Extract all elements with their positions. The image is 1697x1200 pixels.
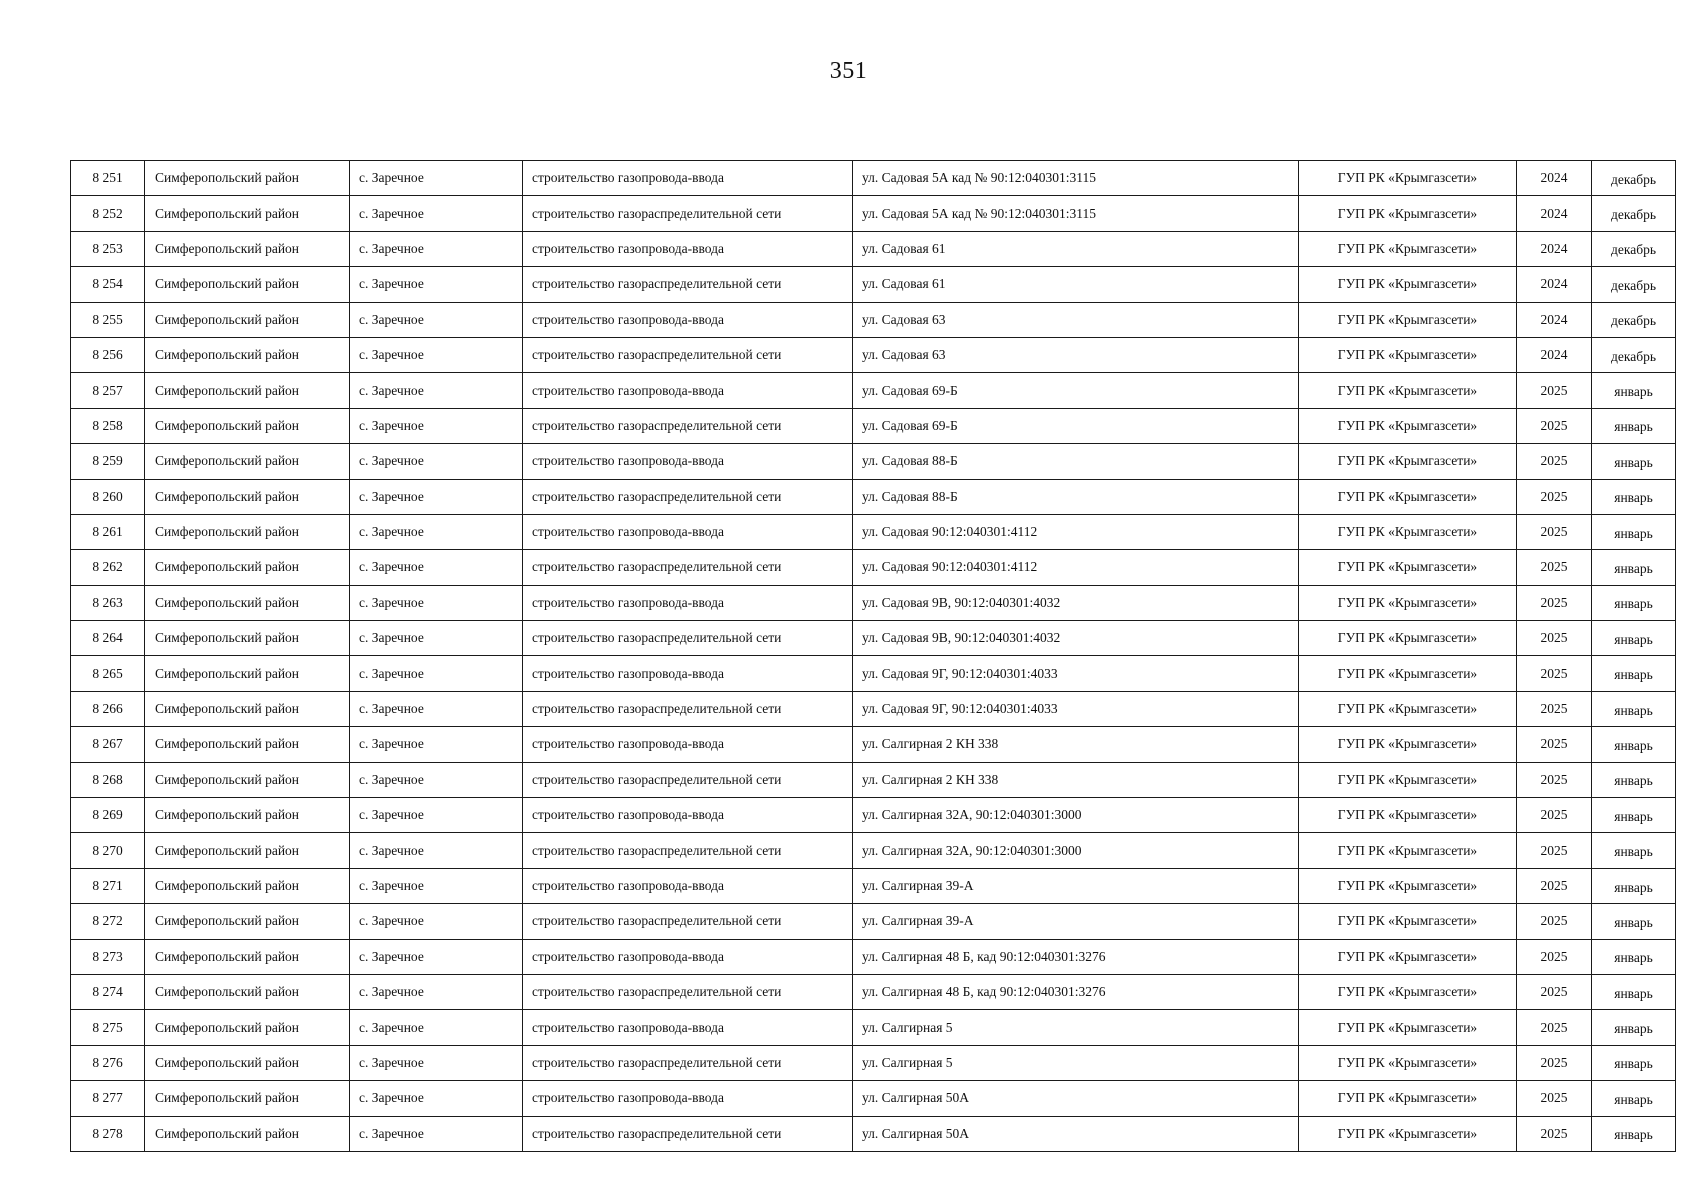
organization-cell: ГУП РК «Крымгазсети» xyxy=(1299,656,1517,691)
row-number: 8 268 xyxy=(71,762,145,797)
gas-works-table xyxy=(70,160,1676,1152)
row-number: 8 270 xyxy=(71,833,145,868)
settlement-cell: с. Заречное xyxy=(350,1010,523,1045)
month-cell: январь xyxy=(1592,1116,1676,1151)
address-cell: ул. Садовая 9В, 90:12:040301:4032 xyxy=(853,621,1299,656)
month-cell: январь xyxy=(1592,514,1676,549)
settlement-cell: с. Заречное xyxy=(350,974,523,1009)
organization-cell: ГУП РК «Крымгазсети» xyxy=(1299,868,1517,903)
work-type-cell: строительство газопровода-ввода xyxy=(523,868,853,903)
district-cell: Симферопольский район xyxy=(145,267,350,302)
table-row xyxy=(71,904,1676,939)
month-cell: январь xyxy=(1592,762,1676,797)
organization-cell: ГУП РК «Крымгазсети» xyxy=(1299,302,1517,337)
settlement-cell: с. Заречное xyxy=(350,231,523,266)
table-row xyxy=(71,939,1676,974)
organization-cell: ГУП РК «Крымгазсети» xyxy=(1299,337,1517,372)
organization-cell: ГУП РК «Крымгазсети» xyxy=(1299,514,1517,549)
row-number: 8 267 xyxy=(71,727,145,762)
work-type-cell: строительство газораспределительной сети xyxy=(523,337,853,372)
organization-cell: ГУП РК «Крымгазсети» xyxy=(1299,479,1517,514)
organization-cell: ГУП РК «Крымгазсети» xyxy=(1299,974,1517,1009)
month-cell: январь xyxy=(1592,939,1676,974)
row-number: 8 261 xyxy=(71,514,145,549)
organization-cell: ГУП РК «Крымгазсети» xyxy=(1299,939,1517,974)
month-cell: январь xyxy=(1592,479,1676,514)
settlement-cell: с. Заречное xyxy=(350,762,523,797)
organization-cell: ГУП РК «Крымгазсети» xyxy=(1299,585,1517,620)
table-row xyxy=(71,1045,1676,1080)
district-cell: Симферопольский район xyxy=(145,161,350,196)
address-cell: ул. Салгирная 5 xyxy=(853,1045,1299,1080)
year-cell: 2025 xyxy=(1517,479,1592,514)
year-cell: 2025 xyxy=(1517,974,1592,1009)
row-number: 8 276 xyxy=(71,1045,145,1080)
district-cell: Симферопольский район xyxy=(145,904,350,939)
work-type-cell: строительство газопровода-ввода xyxy=(523,798,853,833)
year-cell: 2025 xyxy=(1517,514,1592,549)
work-type-cell: строительство газораспределительной сети xyxy=(523,974,853,1009)
month-cell: декабрь xyxy=(1592,161,1676,196)
settlement-cell: с. Заречное xyxy=(350,868,523,903)
month-cell: январь xyxy=(1592,621,1676,656)
row-number: 8 269 xyxy=(71,798,145,833)
organization-cell: ГУП РК «Крымгазсети» xyxy=(1299,408,1517,443)
table-row xyxy=(71,798,1676,833)
district-cell: Симферопольский район xyxy=(145,1081,350,1116)
settlement-cell: с. Заречное xyxy=(350,373,523,408)
month-cell: январь xyxy=(1592,727,1676,762)
address-cell: ул. Салгирная 39-А xyxy=(853,868,1299,903)
table-row xyxy=(71,1116,1676,1151)
table-row xyxy=(71,1081,1676,1116)
district-cell: Симферопольский район xyxy=(145,762,350,797)
district-cell: Симферопольский район xyxy=(145,444,350,479)
work-type-cell: строительство газораспределительной сети xyxy=(523,479,853,514)
table-row xyxy=(71,444,1676,479)
work-type-cell: строительство газораспределительной сети xyxy=(523,408,853,443)
work-type-cell: строительство газопровода-ввода xyxy=(523,373,853,408)
year-cell: 2025 xyxy=(1517,833,1592,868)
organization-cell: ГУП РК «Крымгазсети» xyxy=(1299,1081,1517,1116)
district-cell: Симферопольский район xyxy=(145,196,350,231)
year-cell: 2025 xyxy=(1517,868,1592,903)
work-type-cell: строительство газопровода-ввода xyxy=(523,1081,853,1116)
table-row xyxy=(71,373,1676,408)
table-row xyxy=(71,302,1676,337)
table-row xyxy=(71,621,1676,656)
settlement-cell: с. Заречное xyxy=(350,514,523,549)
district-cell: Симферопольский район xyxy=(145,302,350,337)
month-cell: январь xyxy=(1592,798,1676,833)
row-number: 8 262 xyxy=(71,550,145,585)
row-number: 8 275 xyxy=(71,1010,145,1045)
row-number: 8 256 xyxy=(71,337,145,372)
table-row xyxy=(71,1010,1676,1045)
address-cell: ул. Садовая 61 xyxy=(853,231,1299,266)
month-cell: январь xyxy=(1592,1081,1676,1116)
work-type-cell: строительство газопровода-ввода xyxy=(523,161,853,196)
table-row xyxy=(71,231,1676,266)
year-cell: 2024 xyxy=(1517,231,1592,266)
table-row xyxy=(71,585,1676,620)
page-number: 351 xyxy=(829,58,868,84)
month-cell: январь xyxy=(1592,550,1676,585)
district-cell: Симферопольский район xyxy=(145,1010,350,1045)
row-number: 8 271 xyxy=(71,868,145,903)
row-number: 8 252 xyxy=(71,196,145,231)
month-cell: январь xyxy=(1592,974,1676,1009)
table-row xyxy=(71,656,1676,691)
work-type-cell: строительство газопровода-ввода xyxy=(523,302,853,337)
organization-cell: ГУП РК «Крымгазсети» xyxy=(1299,691,1517,726)
organization-cell: ГУП РК «Крымгазсети» xyxy=(1299,550,1517,585)
address-cell: ул. Садовая 9В, 90:12:040301:4032 xyxy=(853,585,1299,620)
month-cell: январь xyxy=(1592,656,1676,691)
year-cell: 2025 xyxy=(1517,1081,1592,1116)
work-type-cell: строительство газораспределительной сети xyxy=(523,762,853,797)
table-row xyxy=(71,408,1676,443)
row-number: 8 251 xyxy=(71,161,145,196)
month-cell: декабрь xyxy=(1592,337,1676,372)
address-cell: ул. Садовая 90:12:040301:4112 xyxy=(853,514,1299,549)
row-number: 8 263 xyxy=(71,585,145,620)
year-cell: 2025 xyxy=(1517,939,1592,974)
district-cell: Симферопольский район xyxy=(145,939,350,974)
district-cell: Симферопольский район xyxy=(145,974,350,1009)
table-body xyxy=(71,161,1676,1152)
work-type-cell: строительство газораспределительной сети xyxy=(523,1116,853,1151)
address-cell: ул. Салгирная 39-А xyxy=(853,904,1299,939)
organization-cell: ГУП РК «Крымгазсети» xyxy=(1299,727,1517,762)
work-type-cell: строительство газораспределительной сети xyxy=(523,267,853,302)
organization-cell: ГУП РК «Крымгазсети» xyxy=(1299,161,1517,196)
organization-cell: ГУП РК «Крымгазсети» xyxy=(1299,1010,1517,1045)
settlement-cell: с. Заречное xyxy=(350,337,523,372)
work-type-cell: строительство газораспределительной сети xyxy=(523,621,853,656)
row-number: 8 273 xyxy=(71,939,145,974)
table-row xyxy=(71,833,1676,868)
table-row xyxy=(71,337,1676,372)
district-cell: Симферопольский район xyxy=(145,337,350,372)
row-number: 8 274 xyxy=(71,974,145,1009)
settlement-cell: с. Заречное xyxy=(350,691,523,726)
row-number: 8 260 xyxy=(71,479,145,514)
month-cell: январь xyxy=(1592,868,1676,903)
table-row xyxy=(71,691,1676,726)
settlement-cell: с. Заречное xyxy=(350,621,523,656)
row-number: 8 253 xyxy=(71,231,145,266)
row-number: 8 258 xyxy=(71,408,145,443)
district-cell: Симферопольский район xyxy=(145,1116,350,1151)
settlement-cell: с. Заречное xyxy=(350,479,523,514)
month-cell: январь xyxy=(1592,904,1676,939)
district-cell: Симферопольский район xyxy=(145,408,350,443)
settlement-cell: с. Заречное xyxy=(350,161,523,196)
work-type-cell: строительство газораспределительной сети xyxy=(523,833,853,868)
row-number: 8 254 xyxy=(71,267,145,302)
year-cell: 2025 xyxy=(1517,727,1592,762)
district-cell: Симферопольский район xyxy=(145,231,350,266)
work-type-cell: строительство газораспределительной сети xyxy=(523,550,853,585)
organization-cell: ГУП РК «Крымгазсети» xyxy=(1299,196,1517,231)
settlement-cell: с. Заречное xyxy=(350,727,523,762)
table-row xyxy=(71,762,1676,797)
settlement-cell: с. Заречное xyxy=(350,798,523,833)
row-number: 8 265 xyxy=(71,656,145,691)
settlement-cell: с. Заречное xyxy=(350,1045,523,1080)
row-number: 8 259 xyxy=(71,444,145,479)
work-type-cell: строительство газопровода-ввода xyxy=(523,231,853,266)
month-cell: январь xyxy=(1592,373,1676,408)
address-cell: ул. Салгирная 5 xyxy=(853,1010,1299,1045)
month-cell: январь xyxy=(1592,691,1676,726)
address-cell: ул. Садовая 69-Б xyxy=(853,373,1299,408)
address-cell: ул. Салгирная 32А, 90:12:040301:3000 xyxy=(853,833,1299,868)
month-cell: декабрь xyxy=(1592,302,1676,337)
settlement-cell: с. Заречное xyxy=(350,939,523,974)
district-cell: Симферопольский район xyxy=(145,585,350,620)
year-cell: 2025 xyxy=(1517,585,1592,620)
district-cell: Симферопольский район xyxy=(145,550,350,585)
year-cell: 2025 xyxy=(1517,1010,1592,1045)
district-cell: Симферопольский район xyxy=(145,727,350,762)
address-cell: ул. Садовая 5А кад № 90:12:040301:3115 xyxy=(853,161,1299,196)
address-cell: ул. Садовая 9Г, 90:12:040301:4033 xyxy=(853,656,1299,691)
district-cell: Симферопольский район xyxy=(145,1045,350,1080)
table-row xyxy=(71,727,1676,762)
month-cell: январь xyxy=(1592,833,1676,868)
district-cell: Симферопольский район xyxy=(145,656,350,691)
address-cell: ул. Салгирная 50А xyxy=(853,1081,1299,1116)
row-number: 8 278 xyxy=(71,1116,145,1151)
settlement-cell: с. Заречное xyxy=(350,302,523,337)
settlement-cell: с. Заречное xyxy=(350,1116,523,1151)
year-cell: 2025 xyxy=(1517,444,1592,479)
table-row xyxy=(71,868,1676,903)
district-cell: Симферопольский район xyxy=(145,621,350,656)
work-type-cell: строительство газораспределительной сети xyxy=(523,904,853,939)
table-row xyxy=(71,196,1676,231)
month-cell: январь xyxy=(1592,585,1676,620)
address-cell: ул. Садовая 5А кад № 90:12:040301:3115 xyxy=(853,196,1299,231)
address-cell: ул. Садовая 61 xyxy=(853,267,1299,302)
settlement-cell: с. Заречное xyxy=(350,585,523,620)
year-cell: 2025 xyxy=(1517,656,1592,691)
work-type-cell: строительство газопровода-ввода xyxy=(523,585,853,620)
year-cell: 2025 xyxy=(1517,550,1592,585)
work-type-cell: строительство газопровода-ввода xyxy=(523,727,853,762)
address-cell: ул. Садовая 9Г, 90:12:040301:4033 xyxy=(853,691,1299,726)
work-type-cell: строительство газопровода-ввода xyxy=(523,939,853,974)
work-type-cell: строительство газопровода-ввода xyxy=(523,1010,853,1045)
district-cell: Симферопольский район xyxy=(145,868,350,903)
address-cell: ул. Салгирная 50А xyxy=(853,1116,1299,1151)
settlement-cell: с. Заречное xyxy=(350,196,523,231)
row-number: 8 277 xyxy=(71,1081,145,1116)
address-cell: ул. Садовая 88-Б xyxy=(853,444,1299,479)
address-cell: ул. Садовая 90:12:040301:4112 xyxy=(853,550,1299,585)
organization-cell: ГУП РК «Крымгазсети» xyxy=(1299,762,1517,797)
year-cell: 2025 xyxy=(1517,373,1592,408)
organization-cell: ГУП РК «Крымгазсети» xyxy=(1299,904,1517,939)
address-cell: ул. Салгирная 2 КН 338 xyxy=(853,762,1299,797)
table-row xyxy=(71,161,1676,196)
year-cell: 2025 xyxy=(1517,1116,1592,1151)
district-cell: Симферопольский район xyxy=(145,479,350,514)
year-cell: 2024 xyxy=(1517,337,1592,372)
organization-cell: ГУП РК «Крымгазсети» xyxy=(1299,444,1517,479)
organization-cell: ГУП РК «Крымгазсети» xyxy=(1299,833,1517,868)
address-cell: ул. Садовая 69-Б xyxy=(853,408,1299,443)
work-type-cell: строительство газораспределительной сети xyxy=(523,1045,853,1080)
month-cell: январь xyxy=(1592,444,1676,479)
row-number: 8 272 xyxy=(71,904,145,939)
year-cell: 2025 xyxy=(1517,798,1592,833)
district-cell: Симферопольский район xyxy=(145,514,350,549)
address-cell: ул. Салгирная 2 КН 338 xyxy=(853,727,1299,762)
year-cell: 2025 xyxy=(1517,1045,1592,1080)
table-row xyxy=(71,514,1676,549)
organization-cell: ГУП РК «Крымгазсети» xyxy=(1299,267,1517,302)
district-cell: Симферопольский район xyxy=(145,373,350,408)
work-type-cell: строительство газораспределительной сети xyxy=(523,691,853,726)
row-number: 8 266 xyxy=(71,691,145,726)
settlement-cell: с. Заречное xyxy=(350,444,523,479)
work-type-cell: строительство газопровода-ввода xyxy=(523,444,853,479)
organization-cell: ГУП РК «Крымгазсети» xyxy=(1299,1045,1517,1080)
settlement-cell: с. Заречное xyxy=(350,267,523,302)
settlement-cell: с. Заречное xyxy=(350,656,523,691)
settlement-cell: с. Заречное xyxy=(350,1081,523,1116)
year-cell: 2024 xyxy=(1517,196,1592,231)
settlement-cell: с. Заречное xyxy=(350,408,523,443)
table-row xyxy=(71,479,1676,514)
year-cell: 2024 xyxy=(1517,161,1592,196)
district-cell: Симферопольский район xyxy=(145,798,350,833)
row-number: 8 264 xyxy=(71,621,145,656)
work-type-cell: строительство газораспределительной сети xyxy=(523,196,853,231)
year-cell: 2025 xyxy=(1517,762,1592,797)
organization-cell: ГУП РК «Крымгазсети» xyxy=(1299,373,1517,408)
row-number: 8 255 xyxy=(71,302,145,337)
address-cell: ул. Садовая 63 xyxy=(853,337,1299,372)
month-cell: декабрь xyxy=(1592,196,1676,231)
address-cell: ул. Садовая 63 xyxy=(853,302,1299,337)
district-cell: Симферопольский район xyxy=(145,691,350,726)
month-cell: декабрь xyxy=(1592,231,1676,266)
work-type-cell: строительство газопровода-ввода xyxy=(523,514,853,549)
organization-cell: ГУП РК «Крымгазсети» xyxy=(1299,231,1517,266)
year-cell: 2025 xyxy=(1517,904,1592,939)
month-cell: январь xyxy=(1592,408,1676,443)
row-number: 8 257 xyxy=(71,373,145,408)
settlement-cell: с. Заречное xyxy=(350,904,523,939)
address-cell: ул. Садовая 88-Б xyxy=(853,479,1299,514)
year-cell: 2024 xyxy=(1517,267,1592,302)
month-cell: декабрь xyxy=(1592,267,1676,302)
table-row xyxy=(71,974,1676,1009)
district-cell: Симферопольский район xyxy=(145,833,350,868)
year-cell: 2025 xyxy=(1517,691,1592,726)
settlement-cell: с. Заречное xyxy=(350,550,523,585)
organization-cell: ГУП РК «Крымгазсети» xyxy=(1299,798,1517,833)
address-cell: ул. Салгирная 32А, 90:12:040301:3000 xyxy=(853,798,1299,833)
organization-cell: ГУП РК «Крымгазсети» xyxy=(1299,621,1517,656)
address-cell: ул. Салгирная 48 Б, кад 90:12:040301:3276 xyxy=(853,939,1299,974)
work-type-cell: строительство газопровода-ввода xyxy=(523,656,853,691)
month-cell: январь xyxy=(1592,1045,1676,1080)
settlement-cell: с. Заречное xyxy=(350,833,523,868)
table-row xyxy=(71,267,1676,302)
year-cell: 2025 xyxy=(1517,621,1592,656)
year-cell: 2024 xyxy=(1517,302,1592,337)
organization-cell: ГУП РК «Крымгазсети» xyxy=(1299,1116,1517,1151)
table-row xyxy=(71,550,1676,585)
month-cell: январь xyxy=(1592,1010,1676,1045)
year-cell: 2025 xyxy=(1517,408,1592,443)
address-cell: ул. Салгирная 48 Б, кад 90:12:040301:3276 xyxy=(853,974,1299,1009)
